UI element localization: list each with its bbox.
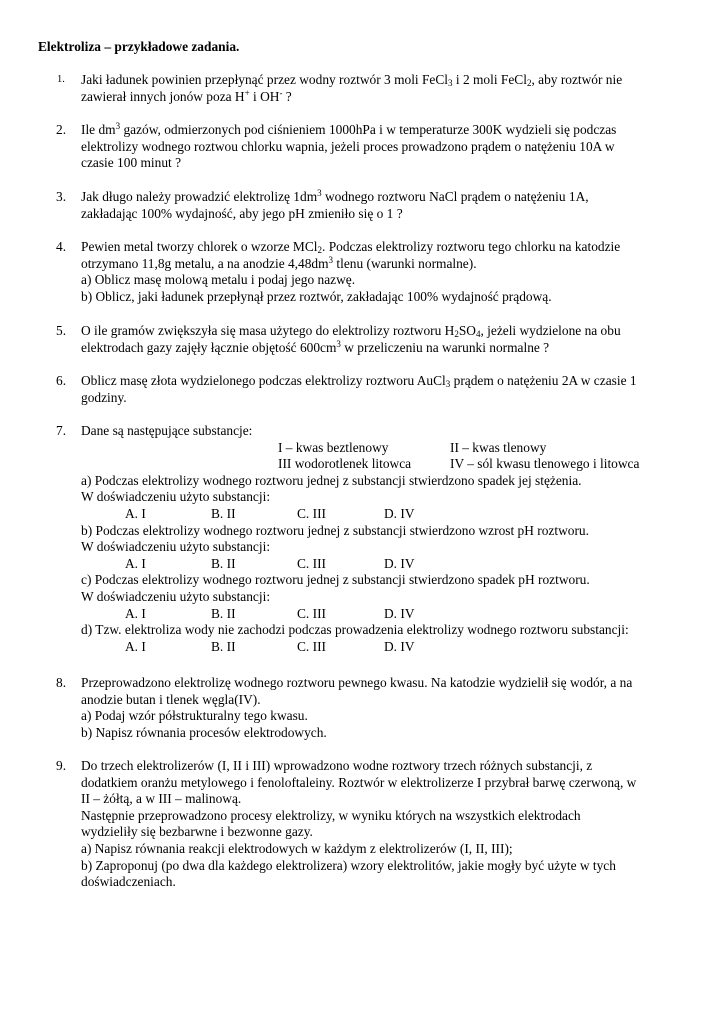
superscript: - [279, 87, 283, 98]
substance-3: III wodorotlenek litowca [278, 456, 412, 472]
superscript: 3 [328, 254, 334, 265]
subscript: 4 [475, 329, 481, 339]
text-line: W doświadczeniu użyto substancji: [81, 588, 271, 604]
question-number: 5. [56, 323, 67, 338]
question-text [81, 239, 696, 305]
text-line: anodzie butan i tlenek węgla(IV). [81, 691, 261, 707]
subscript: 3 [448, 78, 453, 88]
text-segment: . Podczas elektrolizy roztworu tego chlorku na katodzie [322, 239, 621, 254]
text-segment: wodnego roztworu NaCl prądem o natężeniu 1A, [321, 189, 589, 204]
option-b: B. II [211, 555, 236, 571]
text-segment: Jaki ładunek powinien przepłynąć przez wodny roztwór 3 moli FeCl [81, 72, 449, 87]
superscript: + [244, 87, 250, 98]
option-a: A. I [125, 605, 146, 621]
text-line: wydzieliły się bezbarwne i bezwonne gazy. [81, 824, 313, 840]
text-segment: prądem o natężeniu 2A w czasie 1 [450, 373, 637, 388]
text-line: elektrolizy wodnego roztwou chlorku wapnia, jeżeli proces prowadzono prądem o natężeniu 10A w [81, 138, 615, 154]
option-d: D. IV [384, 605, 415, 621]
question-text [81, 323, 696, 356]
option-d: D. IV [384, 505, 415, 521]
question-text [81, 122, 696, 172]
text-segment: otrzymano 11,8g metalu, a na anodzie 4,48dm [81, 255, 329, 271]
text-line: czasie 100 minut ? [81, 155, 182, 171]
subquestion-a: a) Podczas elektrolizy wodnego roztworu jednej z substancji stwierdzono spadek jej stężenia. [81, 472, 582, 488]
text-segment: tlenu (warunki normalne). [333, 255, 477, 271]
answer-options-b [81, 556, 711, 573]
text-segment: i OH [249, 88, 280, 104]
document-title: Elektroliza – przykładowe zadania. [38, 39, 240, 54]
question-number: 9. [56, 758, 67, 773]
text-line: zakładając 100% wydajność, aby jego pH zmieniło się o 1 ? [81, 205, 403, 221]
subscript: 3 [445, 379, 451, 389]
option-c: C. III [297, 505, 327, 521]
text-line: II – żółtą, a w III – malinową. [81, 791, 242, 807]
subquestion-b: b) Podczas elektrolizy wodnego roztworu jednej z substancji stwierdzono wzrost pH roztworu. [81, 522, 589, 538]
superscript: 3 [336, 338, 341, 349]
text-segment: Jak długo należy prowadzić elektrolizę 1dm [81, 189, 318, 204]
question-number: 6. [56, 373, 67, 388]
text-line: W doświadczeniu użyto substancji: [81, 489, 271, 505]
answer-options-d [81, 639, 711, 656]
option-c: C. III [297, 605, 327, 621]
option-b: B. II [211, 605, 236, 621]
option-a: A. I [125, 505, 146, 521]
answer-options-a [81, 506, 711, 523]
text-segment: Oblicz masę złota wydzielonego podczas elektrolizy roztworu AuCl [81, 373, 446, 388]
question-text [81, 423, 711, 655]
question-text [81, 189, 696, 222]
subscript: 2 [454, 329, 459, 339]
text-segment: ? [282, 88, 292, 104]
substance-2: II – kwas tlenowy [450, 439, 547, 455]
text-segment: Pewien metal tworzy chlorek o wzorze MCl [81, 239, 318, 254]
superscript: 3 [317, 188, 322, 198]
text-segment: , jeżeli wydzielone na obu [480, 323, 621, 338]
option-a: A. I [125, 638, 146, 654]
text-segment: w przeliczeniu na warunki normalne ? [340, 339, 550, 355]
text-line: godziny. [81, 389, 127, 405]
text-segment: i 2 moli FeCl [452, 72, 527, 87]
question-text [81, 758, 711, 891]
text-line: Następnie przeprowadzono procesy elektrolizy, w wyniku których na wszystkich elektrodach [81, 807, 581, 823]
text-line: b) Napisz równania procesów elektrodowych. [81, 724, 327, 740]
text-line: Przeprowadzono elektrolizę wodnego roztworu pewnego kwasu. Na katodzie wydzielił się wodór, a na [81, 675, 633, 690]
question-number: 4. [56, 239, 67, 254]
text-segment: gazów, odmierzonych pod ciśnieniem 1000hPa i w temperaturze 300K wydzieli się podczas [120, 122, 617, 137]
text-line: doświadczeniach. [81, 874, 176, 890]
text-segment: zawierał innych jonów poza H [81, 88, 245, 104]
question-text [81, 675, 711, 741]
subscript: 2 [317, 245, 322, 255]
text-line: b) Zaproponuj (po dwa dla każdego elektrolizera) wzory elektrolitów, jakie mogły być użyte w tych [81, 857, 616, 873]
text-segment: Ile dm [81, 122, 116, 137]
question-number: 2. [56, 122, 67, 137]
question-text [81, 373, 696, 406]
text-segment: O ile gramów zwiększyła się masa użytego do elektrolizy roztworu H [81, 323, 455, 338]
text-segment: elektrodach gazy zajęły łącznie objętość 600cm [81, 339, 337, 355]
option-b: B. II [211, 505, 236, 521]
substance-1: I – kwas beztlenowy [278, 439, 389, 455]
text-segment: SO [458, 323, 476, 338]
option-b: B. II [211, 638, 236, 654]
option-a: A. I [125, 555, 146, 571]
substance-4: IV – sól kwasu tlenowego i litowca [450, 456, 640, 472]
option-c: C. III [297, 555, 327, 571]
question-number: 3. [56, 189, 67, 204]
option-d: D. IV [384, 638, 415, 654]
text-line: a) Napisz równania reakcji elektrodowych w każdym z elektrolizerów (I, II, III); [81, 840, 513, 856]
option-d: D. IV [384, 555, 415, 571]
text-line: b) Oblicz, jaki ładunek przepłynął przez roztwór, zakładając 100% wydajność prądową. [81, 288, 552, 304]
option-c: C. III [297, 638, 327, 654]
subquestion-c: c) Podczas elektrolizy wodnego roztworu jednej z substancji stwierdzono spadek pH roztworu. [81, 572, 590, 588]
text-line: a) Podaj wzór półstrukturalny tego kwasu. [81, 708, 308, 724]
superscript: 3 [115, 121, 121, 131]
subscript: 2 [526, 78, 532, 88]
question-number: 1. [57, 74, 65, 85]
text-line: W doświadczeniu użyto substancji: [81, 539, 271, 555]
text-line: Dane są następujące substancje: [81, 423, 253, 438]
answer-options-c [81, 606, 711, 623]
question-number: 8. [56, 675, 67, 690]
question-text [81, 72, 696, 105]
subquestion-d: d) Tzw. elektroliza wody nie zachodzi podczas prowadzenia elektrolizy wodnego roztworu substancji: [81, 622, 629, 638]
text-line: a) Oblicz masę molową metalu i podaj jego nazwę. [81, 272, 356, 288]
question-number: 7. [56, 423, 67, 438]
text-line: Do trzech elektrolizerów (I, II i III) wprowadzono wodne roztwory trzech różnych substancji, z [81, 758, 593, 773]
text-line: dodatkiem oranżu metylowego i fenoloftaleiny. Roztwór w elektrolizerze I przybrał barwę czerwoną, w [81, 774, 637, 790]
text-segment: , aby roztwór nie [531, 72, 623, 87]
